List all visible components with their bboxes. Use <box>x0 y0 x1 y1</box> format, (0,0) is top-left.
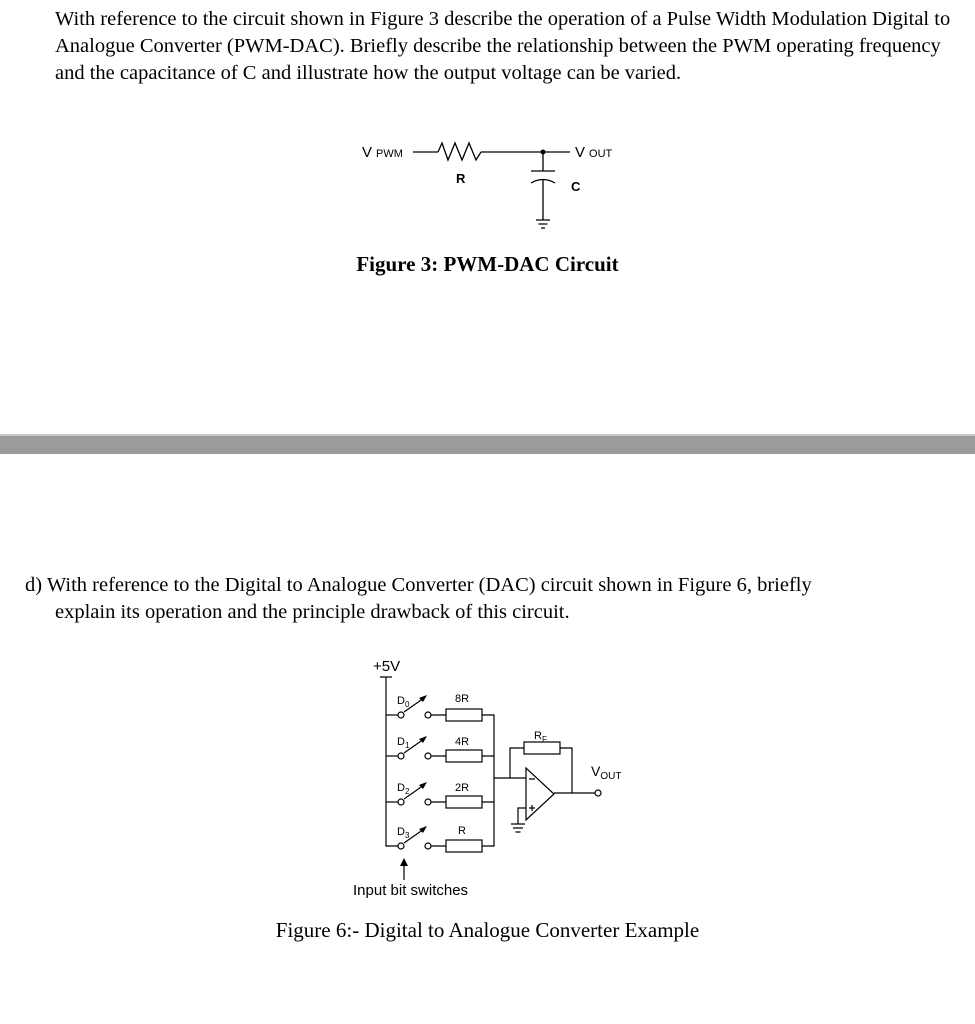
ground-symbol <box>536 220 550 228</box>
supply-rail <box>380 677 398 846</box>
capacitor-label: C <box>571 179 581 194</box>
supply-label: +5V <box>373 658 401 675</box>
page-divider <box>0 434 975 454</box>
resistor-r <box>446 840 482 852</box>
ground-symbol-fig6 <box>511 824 525 832</box>
figure-6-dac-circuit <box>0 650 975 910</box>
feedback-resistor-label: $R_F$ <box>534 730 547 744</box>
resistor-8r <box>446 709 482 721</box>
resistor-r-label: R <box>458 825 466 837</box>
switch-d2-label: $D_2$ <box>397 782 410 796</box>
figure-3-caption: Figure 3: PWM-DAC Circuit <box>356 252 619 276</box>
vout-label-fig6: $V_{OUT}$ <box>591 763 622 782</box>
switch-d0-label: $D_0$ <box>397 695 410 709</box>
capacitor-c-symbol <box>531 152 555 220</box>
question-d-label: d) <box>25 574 43 596</box>
switches-label: Input bit switches <box>353 882 469 899</box>
output-terminal <box>595 790 601 796</box>
resistor-4r-label: 4R <box>455 736 470 748</box>
resistor-r-symbol <box>438 143 481 160</box>
switch-d3-label: $D_3$ <box>397 826 410 840</box>
feedback-path <box>510 748 572 793</box>
resistor-2r-label: 2R <box>455 782 470 794</box>
vpwm-label: V PWM <box>362 144 403 161</box>
resistor-2r <box>446 796 482 808</box>
resistor-8r-label: 8R <box>455 693 470 705</box>
question-1-text: With reference to the circuit shown in Figure 3 describe the operation of a Pulse Width Modulation Digital to Analogue Converter (PWM-DAC). Briefly describe the relationship between the PWM operating frequency and the capacitance of C and illustrate how the output voltage can be varied. <box>55 8 951 84</box>
resistor-4r <box>446 750 482 762</box>
vout-label: V OUT <box>575 144 613 161</box>
question-d-line2: explain its operation and the principle drawback of this circuit. <box>55 601 570 623</box>
figure-6-caption: Figure 6:- Digital to Analogue Converter Example <box>275 918 700 942</box>
switch-d1-label: $D_1$ <box>397 736 410 750</box>
switches-arrow-head <box>400 858 408 866</box>
op-amp-symbol <box>526 768 554 820</box>
summing-bus <box>482 715 494 846</box>
question-d-line1: With reference to the Digital to Analogue Converter (DAC) circuit shown in Figure 6, briefly <box>46 574 812 596</box>
question-d-text <box>25 572 955 626</box>
junction-node <box>541 150 546 155</box>
resistor-label: R <box>456 171 466 186</box>
